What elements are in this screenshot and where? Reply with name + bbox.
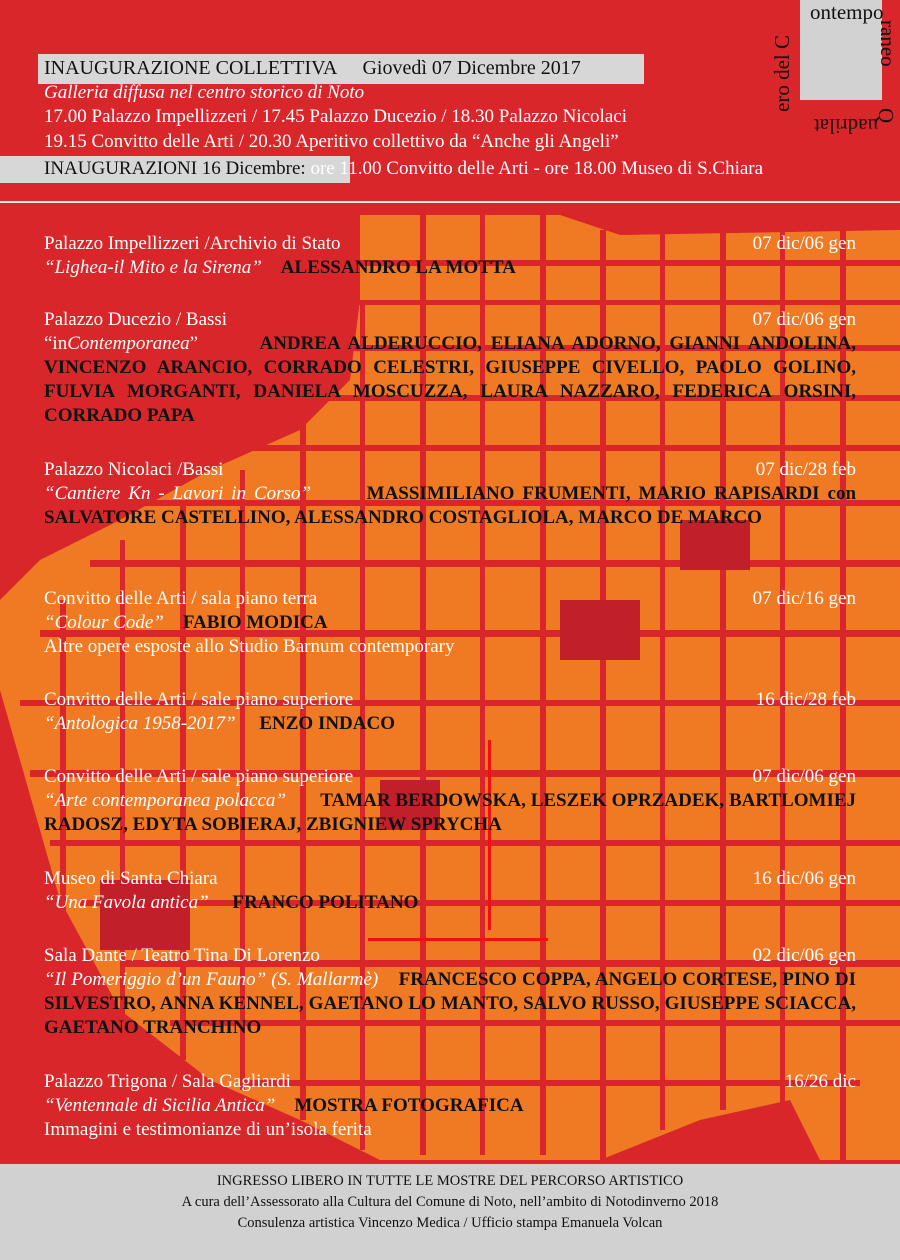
- header: [0, 0, 900, 200]
- artists: MASSIMILIANO FRUMENTI, MARIO RAPISARDI con SALVATORE CASTELLINO, ALESSANDRO COSTAGLIOLA, MARCO DE MARCO: [44, 483, 857, 528]
- inauguration-label: INAUGURAZIONE COLLETTIVA: [44, 57, 338, 79]
- footer-line-credits: A cura dell’Assessorato alla Cultura del Comune di Noto, nell’ambito di Notodinverno 2018: [181, 1194, 719, 1210]
- exhibition-title: “Una Favola antica”: [44, 892, 209, 913]
- exhibition-title: “Il Pomeriggio d’un Fauno” (S. Mallarmè): [44, 969, 379, 990]
- exhibition-title: “Arte contemporanea polacca”: [44, 790, 286, 811]
- exhibition-title: “Ventennale di Sicilia Antica”: [44, 1095, 276, 1116]
- exhibition-title: “Colour Code”: [44, 612, 164, 633]
- artists: ANDREA ALDERUCCIO, ELIANA ADORNO, GIANNI ANDOLINA, VINCENZO ARANCIO, CORRADO CELESTRI, GIUSEPPE CIVELLO, PAOLO GOLINO, FULVIA MORGANTI, DANIELA MOSCUZZA, LAURA NAZZARO, FEDERICA ORSINI, CORRADO PAPA: [44, 333, 856, 426]
- exhibition-title: [44, 333, 198, 354]
- footer-line-consulting: Consulenza artistica Vincenzo Medica / Ufficio stampa Emanuela Volcan: [237, 1215, 663, 1231]
- artists: ALESSANDRO LA MOTTA: [280, 257, 516, 278]
- venue: Palazzo Trigona / Sala Gagliardi: [44, 1071, 291, 1092]
- exhibition-note: Immagini e testimonianze di un’isola ferita: [44, 1119, 372, 1140]
- exhibition-entry: [44, 308, 856, 428]
- venue: Sala Dante / Teatro Tina Di Lorenzo: [44, 945, 320, 966]
- logo-text-top: ontempo: [810, 0, 884, 24]
- dates: 07 dic/28 feb: [755, 459, 856, 480]
- dates: 02 dic/06 gen: [752, 945, 856, 966]
- artists: FRANCESCO COPPA, ANGELO CORTESE, PINO DI SILVESTRO, ANNA KENNEL, GAETANO LO MANTO, SALVO RUSSO, GIUSEPPE SCIACCA, GAETANO TRANCHINO: [44, 969, 856, 1038]
- title-italic: Contemporanea: [67, 333, 190, 354]
- footer-line-free-entry: INGRESSO LIBERO IN TUTTE LE MOSTRE DEL PERCORSO ARTISTICO: [216, 1173, 684, 1189]
- venue: Palazzo Impellizzeri /Archivio di Stato: [44, 233, 341, 254]
- header-subtitle: Galleria diffusa nel centro storico di Noto: [44, 82, 365, 103]
- inauguration-date: Giovedì 07 Dicembre 2017: [362, 57, 581, 79]
- dates: 16 dic/06 gen: [752, 868, 856, 889]
- venue: Museo di Santa Chiara: [44, 868, 218, 889]
- header-separator: [0, 201, 900, 203]
- inauguration-title: [44, 57, 581, 80]
- exhibition-entry: [44, 944, 856, 1040]
- exhibition-title: “Cantiere Kn - Lavori in Corso”: [44, 483, 312, 504]
- venue: Palazzo Ducezio / Bassi: [44, 309, 228, 330]
- logo-text-vertical-right: raneo: [876, 20, 900, 67]
- exhibition-entry: [44, 587, 856, 659]
- inauguration-16-text: ore 11.00 Convitto delle Arti - ore 18.00 Museo di S.Chiara: [305, 158, 764, 179]
- title-prefix: “in: [44, 333, 68, 354]
- logo-text-vertical-left: ero del C: [770, 35, 794, 112]
- dates: 16/26 dic: [784, 1071, 856, 1092]
- venue: Convitto delle Arti / sale piano superiore: [44, 766, 354, 787]
- exhibition-entry: [44, 867, 856, 915]
- inauguration-16-label: INAUGURAZIONI 16 Dicembre:: [44, 158, 306, 179]
- schedule-line-2: 19.15 Convitto delle Arti / 20.30 Aperitivo collettivo da “Anche gli Angeli”: [44, 131, 619, 152]
- exhibition-entry: [44, 232, 856, 280]
- exhibition-entry: [44, 688, 856, 736]
- dates: 07 dic/16 gen: [752, 588, 856, 609]
- dates: 07 dic/06 gen: [752, 766, 856, 787]
- artists: FABIO MODICA: [182, 612, 328, 633]
- footer: [0, 1164, 900, 1260]
- logo-corner-letter: Q: [874, 108, 898, 124]
- schedule-line-1: 17.00 Palazzo Impellizzeri / 17.45 Palazzo Ducezio / 18.30 Palazzo Nicolaci: [44, 106, 627, 127]
- venue: Convitto delle Arti / sala piano terra: [44, 588, 318, 609]
- exhibition-title: “Lighea-il Mito e la Sirena”: [44, 257, 262, 278]
- exhibition-note: Altre opere esposte allo Studio Barnum contemporary: [44, 636, 455, 657]
- inauguration-16-dec: [44, 158, 763, 180]
- dates: 07 dic/06 gen: [752, 309, 856, 330]
- exhibition-entry: [44, 1070, 856, 1142]
- exhibition-entry: [44, 458, 856, 530]
- route-line-horizontal: [368, 938, 548, 941]
- artists: MOSTRA FOTOGRAFICA: [294, 1095, 524, 1116]
- artists: FRANCO POLITANO: [232, 892, 419, 913]
- dates: 16 dic/28 feb: [755, 689, 856, 710]
- exhibition-entry: [44, 765, 856, 837]
- logo-text-bottom: uadrilat: [813, 114, 878, 138]
- artists: ENZO INDACO: [259, 713, 395, 734]
- exhibition-title: “Antologica 1958-2017”: [44, 713, 236, 734]
- artists: TAMAR BERDOWSKA, LESZEK OPRZADEK, BARTLOMIEJ RADOSZ, EDYTA SOBIERAJ, ZBIGNIEW SPRYCHA: [44, 790, 857, 835]
- dates: 07 dic/06 gen: [752, 233, 856, 254]
- venue: Palazzo Nicolaci /Bassi: [44, 459, 224, 480]
- venue: Convitto delle Arti / sale piano superiore: [44, 689, 354, 710]
- title-suffix: ”: [189, 333, 199, 354]
